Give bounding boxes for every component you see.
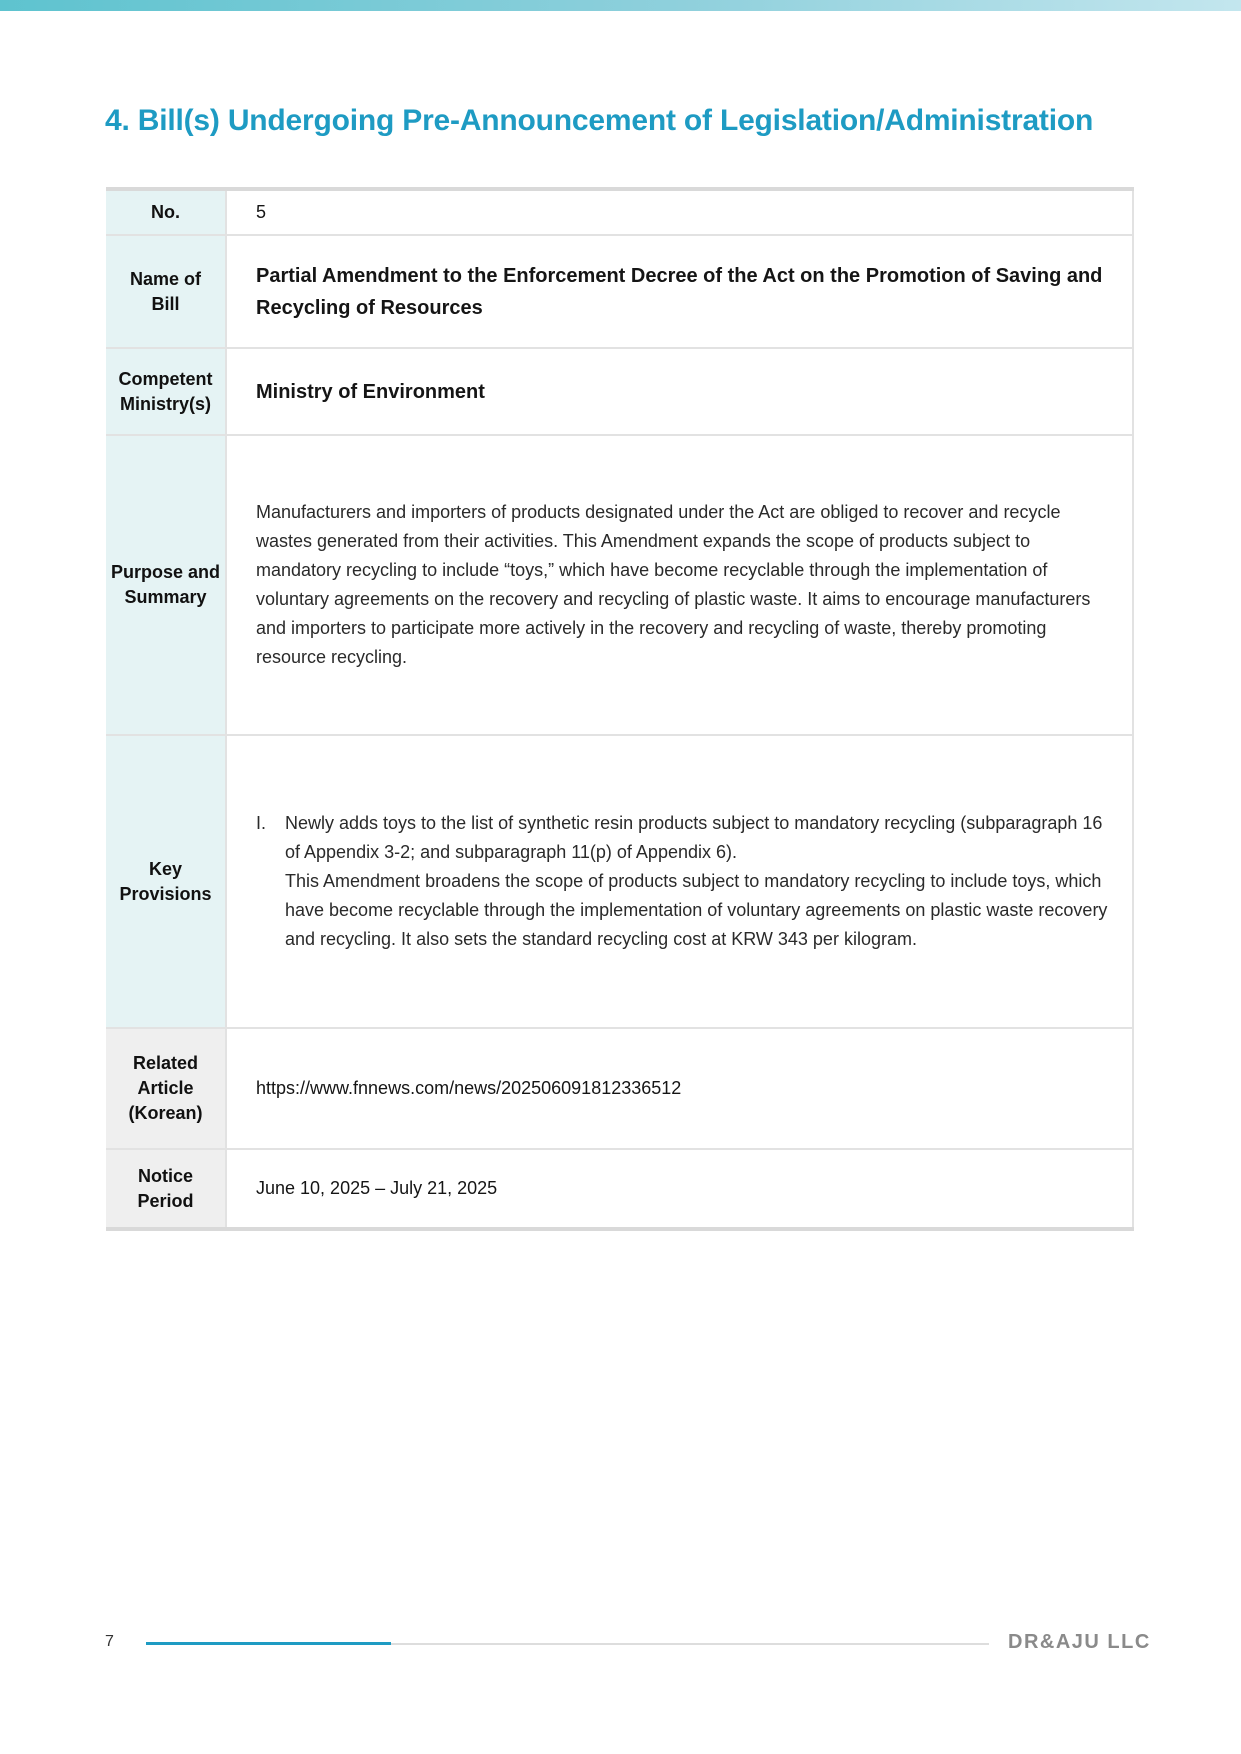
label-no-text: No. <box>151 202 180 222</box>
table-row-period <box>106 1149 1133 1229</box>
table-row-ministry <box>106 348 1133 435</box>
row-value-no <box>226 189 1133 235</box>
table-row-no <box>106 189 1133 235</box>
label-article-text: Related Article (Korean) <box>128 1053 203 1123</box>
row-label-ministry <box>106 348 226 435</box>
table-row-provisions <box>106 735 1133 1028</box>
top-decorative-bar <box>0 0 1241 11</box>
label-provisions-text: Key Provisions <box>119 858 212 904</box>
bill-number: 5 <box>256 202 267 222</box>
provision-item <box>256 809 1110 954</box>
row-value-article <box>226 1028 1133 1149</box>
purpose-summary-text: Manufacturers and importers of products designated under the Act are obliged to recover and recycle wastes generated from their activities. This Amendment expands the scope of products subject to mandatory recycling to include “toys,” which have become recyclable through the implementation of voluntary agreements on the recovery and recycling of plastic waste. It aims to encourage manufacturers and importers to participate more actively in the recovery and recycling of waste, thereby promoting resource recycling. <box>256 502 1091 667</box>
table-row-name <box>106 235 1133 348</box>
footer-brand-logo: DR&AJU LLC <box>1008 1631 1151 1653</box>
row-label-purpose <box>106 435 226 735</box>
label-ministry-text: Competent Ministry(s) <box>118 368 213 414</box>
section-title: 4. Bill(s) Undergoing Pre-Announcement of Legislation/Administration <box>105 104 1094 137</box>
table-row-article <box>106 1028 1133 1149</box>
row-value-purpose <box>226 435 1133 735</box>
label-name-text: Name of Bill <box>129 268 201 314</box>
provision-number: I. <box>256 813 267 833</box>
table-row-purpose <box>106 435 1133 735</box>
row-label-name <box>106 235 226 348</box>
provision-text: Newly adds toys to the list of synthetic resin products subject to mandatory recycling (subparagraph 16 of Appendix 3-2; and subparagraph 11(p) of Appendix 6). This Amendment broadens the scope of products subject to mandatory recycling to include toys, which have become recyclable through the implementation of voluntary agreements on plastic waste recovery and recycling. It also sets the standard recycling cost at KRW 343 per kilogram. <box>285 813 1108 949</box>
row-value-period <box>226 1149 1133 1229</box>
row-label-no <box>106 189 226 235</box>
row-label-provisions <box>106 735 226 1028</box>
row-value-provisions <box>226 735 1133 1028</box>
label-period-text: Notice Period <box>137 1165 194 1211</box>
ministry-name: Ministry of Environment <box>256 380 485 403</box>
label-purpose-text: Purpose and Summary <box>110 562 221 607</box>
row-value-ministry <box>226 348 1133 435</box>
row-label-period <box>106 1149 226 1229</box>
row-label-article <box>106 1028 226 1149</box>
page-number: 7 <box>105 1633 114 1650</box>
related-article-link[interactable]: https://www.fnnews.com/news/202506091812336512 <box>256 1078 682 1098</box>
notice-period: June 10, 2025 – July 21, 2025 <box>256 1178 498 1198</box>
bill-info-table <box>106 187 1134 1231</box>
bill-name: Partial Amendment to the Enforcement Decree of the Act on the Promotion of Saving and Recycling of Resources <box>256 264 1103 319</box>
footer-divider-accent <box>146 1642 391 1645</box>
row-value-name <box>226 235 1133 348</box>
